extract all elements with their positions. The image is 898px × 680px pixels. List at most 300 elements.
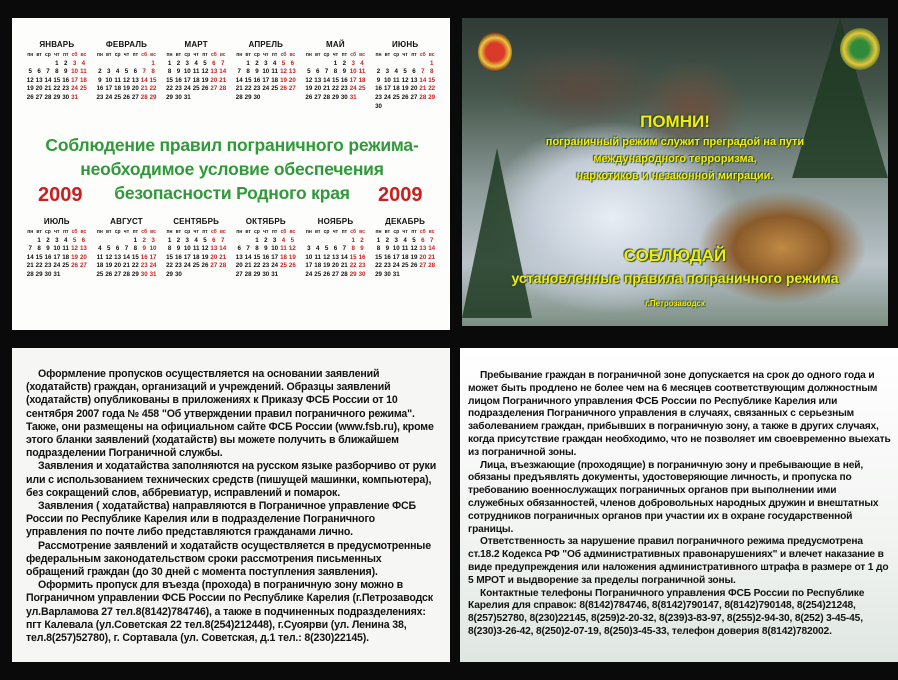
day-cell: 17 xyxy=(53,253,61,261)
day-cell: 10 xyxy=(349,68,357,76)
poster-card xyxy=(462,18,888,326)
weekday-label: пн xyxy=(27,52,34,58)
day-cell: 21 xyxy=(323,85,331,93)
day-cell: 28 xyxy=(123,270,130,278)
weekday-label: пт xyxy=(62,229,69,235)
day-cell: 21 xyxy=(340,262,348,270)
poster-city: г.Петрозаводск xyxy=(645,299,705,308)
day-cell: 31 xyxy=(349,93,357,101)
day-cell: 28 xyxy=(235,93,243,101)
weekday-label: сб xyxy=(350,52,357,58)
weekday-label: вт xyxy=(245,52,251,58)
day-cell: 6 xyxy=(212,59,216,67)
day-cell: 5 xyxy=(412,236,416,244)
day-cell: 28 xyxy=(219,85,227,93)
weekday-label: вс xyxy=(359,229,365,235)
day-cell: 9 xyxy=(176,245,181,253)
day-cell: 4 xyxy=(115,68,120,76)
day-cell: 29 xyxy=(35,270,43,278)
day-cell: 22 xyxy=(166,85,173,93)
day-cell: 9 xyxy=(176,68,181,76)
passes-info-text xyxy=(26,368,438,645)
weekday-label: пн xyxy=(166,229,173,235)
day-cell: 7 xyxy=(421,68,425,76)
border-zone-rules-text xyxy=(468,370,892,639)
day-cell: 15 xyxy=(35,253,43,261)
day-cell: 6 xyxy=(421,236,425,244)
day-cell: 8 xyxy=(333,68,338,76)
day-cell: 19 xyxy=(288,253,296,261)
day-cell: 28 xyxy=(244,270,252,278)
day-cell: 20 xyxy=(131,85,139,93)
day-cell: 10 xyxy=(149,245,157,253)
year-left: 2009 xyxy=(38,184,83,206)
month-name: ЯНВАРЬ xyxy=(39,40,75,49)
month-name: НОЯБРЬ xyxy=(317,217,354,226)
day-cell: 25 xyxy=(62,262,70,270)
day-cell: 8 xyxy=(133,245,138,253)
day-cell: 14 xyxy=(219,245,227,253)
day-cell: 1 xyxy=(55,59,59,67)
day-cell: 18 xyxy=(314,262,322,270)
day-cell: 7 xyxy=(342,245,347,253)
day-cell: 15 xyxy=(375,253,382,261)
month-name: ФЕВРАЛЬ xyxy=(105,40,148,49)
weekday-label: сб xyxy=(350,229,357,235)
day-cell: 24 xyxy=(183,85,191,93)
paragraph: Ответственность за нарушение правил пограничного режима предусмотрена ст.18.2 Кодекса РФ "Об административных правонарушениях" и влечет наказание в виде предупреждения или наложения административного штрафа в размере от 1 до 5 МРОТ и выдворение за пределы пограничной зоны. xyxy=(468,536,889,586)
weekday-label: чт xyxy=(402,52,408,58)
calendar-month xyxy=(374,40,436,111)
calendar-months-bottom xyxy=(12,217,450,280)
month-name: МАРТ xyxy=(184,40,208,49)
weekday-label: вт xyxy=(314,229,321,235)
day-cell: 12 xyxy=(401,76,409,84)
day-cell: 5 xyxy=(324,245,329,253)
day-cell: 7 xyxy=(237,68,241,76)
day-cell: 11 xyxy=(358,68,366,76)
day-cell: 14 xyxy=(340,253,348,261)
day-cell: 2 xyxy=(176,236,181,244)
empty-cell xyxy=(374,60,383,69)
weekday-label: пн xyxy=(236,52,243,58)
day-cell: 11 xyxy=(62,245,69,253)
day-cell: 30 xyxy=(262,270,270,278)
day-cell: 31 xyxy=(392,270,400,278)
day-cell: 25 xyxy=(192,85,200,93)
day-cell: 9 xyxy=(342,68,347,76)
calendar-month xyxy=(26,40,88,111)
day-cell: 9 xyxy=(360,245,364,253)
day-cell: 21 xyxy=(419,85,427,93)
day-cell: 1 xyxy=(133,236,138,244)
empty-cell xyxy=(322,60,331,69)
weekday-label: пн xyxy=(375,52,382,58)
day-cell: 27 xyxy=(35,93,43,101)
day-cell: 12 xyxy=(323,253,331,261)
weekday-label: вс xyxy=(80,229,87,235)
day-cell: 11 xyxy=(271,68,278,76)
day-cell: 15 xyxy=(428,76,436,84)
month-days xyxy=(374,228,436,280)
day-cell: 30 xyxy=(358,270,366,278)
day-cell: 5 xyxy=(203,236,207,244)
empty-cell xyxy=(322,237,331,246)
day-cell: 29 xyxy=(375,270,382,278)
day-cell: 11 xyxy=(192,68,200,76)
weekday-label: ср xyxy=(45,229,51,235)
day-cell: 5 xyxy=(124,68,129,76)
day-cell: 30 xyxy=(62,93,70,101)
day-cell: 5 xyxy=(403,68,407,76)
day-cell: 17 xyxy=(105,85,113,93)
day-cell: 28 xyxy=(419,93,427,101)
day-cell: 23 xyxy=(174,85,182,93)
day-cell: 2 xyxy=(46,236,50,244)
day-cell: 19 xyxy=(280,76,287,84)
day-cell: 8 xyxy=(167,245,172,253)
day-cell: 7 xyxy=(324,68,329,76)
empty-cell xyxy=(131,60,140,69)
day-cell: 25 xyxy=(314,270,322,278)
poster-text-line-1: пограничный режим служит преградой на пути xyxy=(545,136,805,148)
day-cell: 20 xyxy=(114,262,122,270)
day-cell: 1 xyxy=(151,59,155,67)
day-cell: 17 xyxy=(183,76,191,84)
weekday-label: вс xyxy=(289,52,296,58)
weekday-label: чт xyxy=(193,52,199,58)
weekday-label: сб xyxy=(280,52,287,58)
day-cell: 25 xyxy=(96,270,104,278)
day-cell: 23 xyxy=(262,262,270,270)
day-cell: 23 xyxy=(383,262,391,270)
day-cell: 6 xyxy=(37,68,41,76)
day-cell: 8 xyxy=(429,68,434,76)
day-cell: 30 xyxy=(340,93,348,101)
day-cell: 15 xyxy=(253,253,261,261)
weekday-label: ср xyxy=(323,52,330,58)
month-days xyxy=(95,51,157,103)
month-days xyxy=(26,51,88,103)
calendar-headline-line-2: необходимое условие обеспечения xyxy=(80,159,384,179)
day-cell: 29 xyxy=(428,93,436,101)
day-cell: 16 xyxy=(253,76,261,84)
day-cell: 21 xyxy=(428,253,436,261)
day-cell: 12 xyxy=(280,68,287,76)
day-cell: 11 xyxy=(192,245,200,253)
month-days xyxy=(165,228,227,280)
empty-cell xyxy=(392,60,401,69)
paragraph: Заявления и ходатайства заполняются на русском языке разборчиво от руки или с использованием технических средств (пишущей машинки, компьютера), без сокращений слов, аббревиатур, исправлений и помарок. xyxy=(26,460,437,499)
day-cell: 18 xyxy=(62,253,70,261)
empty-cell xyxy=(122,60,131,69)
day-cell: 26 xyxy=(201,262,209,270)
day-cell: 6 xyxy=(316,68,320,76)
day-cell: 20 xyxy=(288,76,296,84)
day-cell: 1 xyxy=(167,59,172,67)
weekday-label: пт xyxy=(341,229,348,235)
weekday-label: ср xyxy=(393,229,400,235)
month-days xyxy=(304,228,366,280)
weekday-label: пн xyxy=(27,229,34,235)
day-cell: 15 xyxy=(53,76,61,84)
day-cell: 1 xyxy=(333,59,338,67)
day-cell: 4 xyxy=(360,59,364,67)
border-service-emblem-icon xyxy=(840,28,880,70)
day-cell: 16 xyxy=(340,76,348,84)
day-cell: 6 xyxy=(237,245,241,253)
weekday-label: вт xyxy=(314,52,321,58)
weekday-label: пн xyxy=(96,229,103,235)
day-cell: 12 xyxy=(123,76,130,84)
day-cell: 19 xyxy=(323,262,331,270)
day-cell: 2 xyxy=(385,236,390,244)
day-cell: 21 xyxy=(123,262,130,270)
day-cell: 2 xyxy=(176,59,181,67)
day-cell: 18 xyxy=(79,76,87,84)
day-cell: 24 xyxy=(271,262,279,270)
empty-cell xyxy=(44,60,53,69)
day-cell: 9 xyxy=(98,76,102,84)
day-cell: 4 xyxy=(272,59,277,67)
empty-cell xyxy=(95,60,104,69)
weekday-label: сб xyxy=(210,229,217,235)
empty-cell xyxy=(340,237,349,246)
day-cell: 4 xyxy=(81,59,86,67)
day-cell: 26 xyxy=(280,85,287,93)
day-cell: 3 xyxy=(55,236,59,244)
weekday-label: сб xyxy=(141,229,148,235)
day-cell: 17 xyxy=(149,253,157,261)
day-cell: 20 xyxy=(410,85,418,93)
day-cell: 7 xyxy=(429,236,434,244)
month-name: СЕНТЯБРЬ xyxy=(173,217,220,226)
day-cell: 16 xyxy=(44,253,52,261)
day-cell: 8 xyxy=(37,245,41,253)
day-cell: 6 xyxy=(412,68,416,76)
calendar-card xyxy=(12,18,450,330)
day-cell: 23 xyxy=(340,85,348,93)
day-cell: 26 xyxy=(288,262,296,270)
day-cell: 27 xyxy=(314,93,322,101)
paragraph: Рассмотрение заявлений и ходатайств осуществляется в предусмотренные федеральным законодательством сроки рассмотрения письменных обращений граждан (до 30 дней с момента поступления заявления). xyxy=(26,539,431,579)
day-cell: 2 xyxy=(98,68,102,76)
day-cell: 4 xyxy=(194,236,198,244)
day-cell: 2 xyxy=(142,236,146,244)
day-cell: 28 xyxy=(323,93,331,101)
day-cell: 13 xyxy=(114,253,122,261)
day-cell: 13 xyxy=(35,76,43,84)
weekday-label: вс xyxy=(80,52,87,58)
weekday-label: пт xyxy=(411,229,417,235)
day-cell: 9 xyxy=(385,245,390,253)
day-cell: 28 xyxy=(26,270,34,278)
empty-cell xyxy=(244,237,253,246)
weekday-label: вт xyxy=(36,52,42,58)
day-cell: 12 xyxy=(201,245,209,253)
day-cell: 28 xyxy=(428,262,436,270)
day-cell: 17 xyxy=(262,76,270,84)
day-cell: 24 xyxy=(183,262,191,270)
day-cell: 31 xyxy=(149,270,157,278)
poster-text-line-3: наркотиков и незаконной миграции. xyxy=(576,170,774,182)
empty-cell xyxy=(383,60,392,69)
day-cell: 18 xyxy=(192,76,200,84)
day-cell: 1 xyxy=(255,236,259,244)
day-cell: 31 xyxy=(271,270,279,278)
weekday-label: вт xyxy=(106,52,112,58)
day-cell: 3 xyxy=(72,59,77,67)
empty-cell xyxy=(113,237,122,246)
day-cell: 22 xyxy=(244,85,252,93)
day-cell: 24 xyxy=(71,85,78,93)
day-cell: 18 xyxy=(392,85,400,93)
day-cell: 25 xyxy=(358,85,366,93)
day-cell: 19 xyxy=(305,85,313,93)
day-cell: 27 xyxy=(114,270,122,278)
day-cell: 5 xyxy=(107,245,111,253)
weekday-label: пт xyxy=(132,229,139,235)
day-cell: 1 xyxy=(351,236,355,244)
day-cell: 8 xyxy=(55,68,59,76)
day-cell: 9 xyxy=(376,76,381,84)
month-days xyxy=(165,51,227,103)
weekday-label: вт xyxy=(384,229,391,235)
day-cell: 18 xyxy=(401,253,409,261)
calendar-month xyxy=(304,40,366,111)
weekday-label: вс xyxy=(150,229,156,235)
day-cell: 26 xyxy=(305,93,313,101)
empty-cell xyxy=(235,237,244,246)
day-cell: 19 xyxy=(105,262,113,270)
day-cell: 4 xyxy=(281,236,286,244)
day-cell: 17 xyxy=(383,85,391,93)
day-cell: 1 xyxy=(167,236,172,244)
month-name: ИЮЛЬ xyxy=(43,217,70,226)
day-cell: 7 xyxy=(142,68,146,76)
day-cell: 24 xyxy=(105,93,113,101)
weekday-label: ср xyxy=(45,52,51,58)
day-cell: 11 xyxy=(114,76,121,84)
empty-cell xyxy=(304,60,313,69)
weekday-label: пт xyxy=(411,52,417,58)
day-cell: 26 xyxy=(26,93,34,101)
day-cell: 23 xyxy=(253,85,261,93)
weekday-label: сб xyxy=(419,52,426,58)
day-cell: 11 xyxy=(280,245,287,253)
weekday-label: пт xyxy=(62,52,69,58)
day-cell: 26 xyxy=(71,262,78,270)
day-cell: 22 xyxy=(149,85,157,93)
day-cell: 3 xyxy=(264,59,268,67)
day-cell: 29 xyxy=(149,93,157,101)
day-cell: 14 xyxy=(123,253,130,261)
day-cell: 1 xyxy=(246,59,250,67)
day-cell: 27 xyxy=(131,93,139,101)
passes-info-card xyxy=(12,348,450,662)
weekday-label: вт xyxy=(245,229,251,235)
month-name: ДЕКАБРЬ xyxy=(385,217,426,226)
day-cell: 13 xyxy=(210,245,218,253)
poster-text-line-4: установленные правила пограничного режима xyxy=(511,270,839,286)
day-cell: 14 xyxy=(26,253,34,261)
weekday-label: вт xyxy=(106,229,112,235)
day-cell: 3 xyxy=(385,68,390,76)
empty-cell xyxy=(35,60,44,69)
day-cell: 6 xyxy=(333,245,338,253)
day-cell: 8 xyxy=(255,245,259,253)
day-cell: 16 xyxy=(96,85,104,93)
weekday-label: чт xyxy=(402,229,408,235)
day-cell: 22 xyxy=(253,262,261,270)
weekday-label: ср xyxy=(254,229,260,235)
day-cell: 1 xyxy=(376,236,381,244)
day-cell: 6 xyxy=(81,236,86,244)
calendar-month xyxy=(235,217,297,280)
day-cell: 7 xyxy=(220,236,225,244)
day-cell: 23 xyxy=(375,93,382,101)
empty-cell xyxy=(313,60,322,69)
day-cell: 11 xyxy=(392,76,400,84)
day-cell: 22 xyxy=(375,262,382,270)
month-days xyxy=(235,51,297,103)
day-cell: 27 xyxy=(210,85,218,93)
calendar-month xyxy=(95,40,157,111)
calendar-headline-line-1: Соблюдение правил пограничного режима- xyxy=(45,135,419,155)
day-cell: 22 xyxy=(428,85,436,93)
day-cell: 22 xyxy=(332,85,339,93)
day-cell: 29 xyxy=(166,270,173,278)
day-cell: 14 xyxy=(323,76,331,84)
day-cell: 3 xyxy=(185,236,189,244)
day-cell: 13 xyxy=(419,245,427,253)
day-cell: 15 xyxy=(332,76,339,84)
empty-cell xyxy=(401,60,410,69)
day-cell: 17 xyxy=(183,253,191,261)
day-cell: 16 xyxy=(174,76,182,84)
month-name: МАЙ xyxy=(326,40,345,49)
day-cell: 20 xyxy=(235,262,243,270)
empty-cell xyxy=(331,237,340,246)
day-cell: 7 xyxy=(28,245,32,253)
weekday-label: чт xyxy=(332,52,339,58)
day-cell: 18 xyxy=(96,262,104,270)
day-cell: 26 xyxy=(123,93,130,101)
day-cell: 6 xyxy=(290,59,295,67)
day-cell: 2 xyxy=(376,68,381,76)
day-cell: 16 xyxy=(174,253,182,261)
day-cell: 29 xyxy=(131,270,139,278)
poster-text-line-2: международного терроризма, xyxy=(593,153,757,165)
day-cell: 4 xyxy=(98,245,102,253)
day-cell: 25 xyxy=(392,93,400,101)
day-cell: 20 xyxy=(79,253,87,261)
weekday-label: пн xyxy=(166,52,173,58)
day-cell: 20 xyxy=(210,76,218,84)
day-cell: 3 xyxy=(185,59,189,67)
day-cell: 20 xyxy=(35,85,43,93)
day-cell: 19 xyxy=(401,85,409,93)
day-cell: 16 xyxy=(140,253,148,261)
day-cell: 27 xyxy=(419,262,427,270)
day-cell: 30 xyxy=(44,270,52,278)
day-cell: 10 xyxy=(183,68,191,76)
weekday-label: вс xyxy=(219,52,226,58)
day-cell: 24 xyxy=(349,85,357,93)
day-cell: 12 xyxy=(71,245,78,253)
weekday-label: вс xyxy=(150,52,156,58)
calendar-month xyxy=(304,217,366,280)
